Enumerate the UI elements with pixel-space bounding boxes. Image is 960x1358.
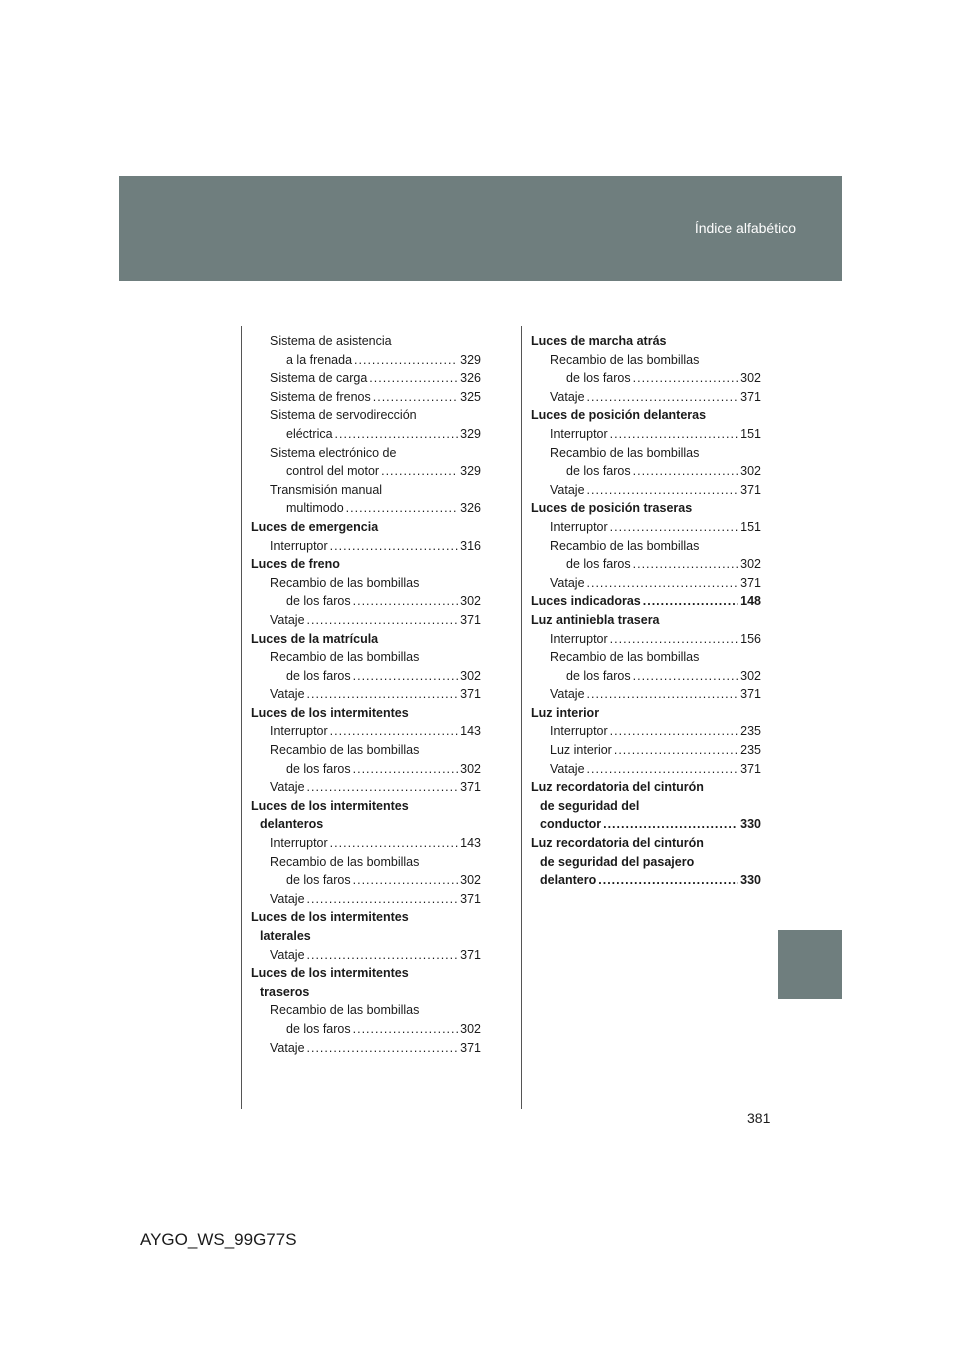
entry-label: Interruptor — [550, 426, 608, 441]
entry-label: Sistema de carga — [270, 371, 368, 386]
dot-leader — [598, 871, 738, 890]
entry-page-number: 143 — [460, 836, 481, 851]
dot-leader — [614, 741, 738, 760]
page-number: 381 — [747, 1110, 771, 1126]
dot-leader — [610, 630, 738, 649]
dot-leader — [587, 388, 739, 407]
index-entry: Sistema de asistencia — [270, 334, 392, 348]
entry-label: de los faros — [286, 594, 351, 609]
entry-label: Vataje — [550, 575, 585, 590]
section-title: Índice alfabético — [694, 220, 796, 236]
entry-label: Luz interior — [550, 743, 612, 758]
entry-label: Interruptor — [550, 724, 608, 739]
dot-leader — [587, 481, 739, 500]
entry-page-number: 371 — [460, 947, 481, 962]
dot-leader — [610, 425, 738, 444]
entry-page-number: 148 — [740, 594, 761, 609]
header-band — [119, 176, 842, 281]
dot-leader — [307, 946, 459, 965]
index-entry: Luces de los intermitentes — [251, 798, 409, 813]
dot-leader — [633, 462, 739, 481]
entry-page-number: 302 — [740, 668, 761, 683]
entry-label: Vataje — [550, 687, 585, 702]
dot-leader — [587, 574, 739, 593]
dot-leader — [307, 890, 459, 909]
entry-page-number: 326 — [460, 501, 481, 516]
entry-page-number: 371 — [460, 780, 481, 795]
entry-page-number: 325 — [460, 389, 481, 404]
index-entry: Recambio de las bombillas — [270, 854, 420, 869]
dot-leader — [633, 555, 739, 574]
index-entry: Recambio de las bombillas — [550, 650, 700, 665]
index-entry: Transmisión manual — [270, 482, 383, 497]
entry-label: de los faros — [286, 668, 351, 683]
index-entry — [531, 425, 761, 444]
dot-leader — [643, 592, 738, 611]
entry-label: Interruptor — [270, 538, 328, 553]
dot-leader — [610, 722, 738, 741]
entry-page-number: 151 — [740, 426, 761, 441]
index-entry: laterales — [260, 929, 311, 943]
entry-label: de los faros — [286, 873, 351, 888]
entry-page-number: 156 — [740, 631, 761, 646]
index-entry: Recambio de las bombillas — [550, 538, 700, 553]
index-column-left — [251, 332, 481, 1057]
index-column-right — [531, 332, 761, 890]
entry-label: Interruptor — [270, 724, 328, 739]
index-entry: Luces de la matrícula — [251, 631, 379, 646]
index-entry — [531, 369, 761, 388]
entry-page-number: 151 — [740, 519, 761, 534]
index-entry — [251, 685, 481, 704]
entry-label: de los faros — [286, 1021, 351, 1036]
index-entry: Luces de posición traseras — [531, 501, 693, 516]
entry-label: conductor — [540, 817, 602, 832]
index-entry: traseros — [260, 984, 310, 999]
index-entry — [251, 667, 481, 686]
index-entry: de seguridad del — [540, 798, 640, 813]
entry-page-number: 371 — [740, 482, 761, 497]
entry-label: Vataje — [550, 389, 585, 404]
dot-leader — [330, 834, 458, 853]
index-entry — [531, 388, 761, 407]
index-entry: Luces de los intermitentes — [251, 966, 409, 981]
dot-leader — [373, 388, 458, 407]
dot-leader — [353, 667, 459, 686]
entry-page-number: 302 — [460, 594, 481, 609]
dot-leader — [587, 760, 739, 779]
index-entry — [531, 685, 761, 704]
entry-label: Vataje — [270, 612, 305, 627]
entry-page-number: 302 — [460, 873, 481, 888]
index-entry — [531, 667, 761, 686]
dot-leader — [633, 667, 739, 686]
entry-page-number: 316 — [460, 538, 481, 553]
dot-leader — [353, 760, 459, 779]
entry-label: Vataje — [270, 780, 305, 795]
dot-leader — [587, 685, 739, 704]
index-entry: Recambio de las bombillas — [270, 575, 420, 590]
index-entry: Recambio de las bombillas — [270, 1003, 420, 1018]
entry-label: Vataje — [550, 761, 585, 776]
index-entry — [251, 890, 481, 909]
entry-label: Vataje — [550, 482, 585, 497]
entry-page-number: 326 — [460, 371, 481, 386]
entry-label: Interruptor — [550, 631, 608, 646]
entry-label: Vataje — [270, 1040, 305, 1055]
index-entry — [531, 592, 761, 611]
index-entry: Luces de posición delanteras — [531, 408, 707, 423]
entry-label: de los faros — [566, 464, 631, 479]
index-entry — [251, 946, 481, 965]
index-entry: Sistema electrónico de — [270, 445, 397, 460]
index-entry — [251, 369, 481, 388]
index-entry — [531, 630, 761, 649]
entry-page-number: 371 — [460, 687, 481, 702]
index-entry — [251, 388, 481, 407]
index-entry — [531, 481, 761, 500]
dot-leader — [353, 1020, 459, 1039]
dot-leader — [346, 499, 458, 518]
dot-leader — [335, 425, 459, 444]
index-entry — [531, 518, 761, 537]
index-entry: Luz interior — [531, 705, 600, 720]
entry-page-number: 330 — [740, 817, 761, 832]
dot-leader — [381, 462, 458, 481]
index-entry: delanteros — [260, 817, 324, 832]
index-entry: Luces de los intermitentes — [251, 705, 409, 720]
dot-leader — [330, 537, 458, 556]
index-entry — [251, 499, 481, 518]
index-entry — [251, 611, 481, 630]
index-entry: Recambio de las bombillas — [270, 650, 420, 665]
entry-page-number: 143 — [460, 724, 481, 739]
dot-leader — [633, 369, 739, 388]
entry-page-number: 371 — [740, 761, 761, 776]
dot-leader — [307, 685, 459, 704]
entry-label: Sistema de frenos — [270, 389, 371, 404]
document-code: AYGO_WS_99G77S — [140, 1230, 297, 1249]
entry-page-number: 302 — [740, 464, 761, 479]
dot-leader — [330, 722, 458, 741]
index-entry — [251, 351, 481, 370]
entry-label: eléctrica — [286, 426, 333, 441]
index-entry: Luces de los intermitentes — [251, 910, 409, 925]
index-entry — [531, 462, 761, 481]
dot-leader — [610, 518, 738, 537]
dot-leader — [353, 592, 459, 611]
entry-label: de los faros — [566, 557, 631, 572]
entry-page-number: 371 — [740, 575, 761, 590]
entry-label: multimodo — [286, 501, 344, 516]
index-entry — [531, 722, 761, 741]
dot-leader — [307, 778, 459, 797]
index-entry — [251, 1020, 481, 1039]
entry-page-number: 302 — [740, 557, 761, 572]
index-entry: Luces de emergencia — [251, 519, 379, 534]
index-entry — [531, 871, 761, 890]
dot-leader — [353, 871, 459, 890]
index-entry — [251, 462, 481, 481]
index-entry — [251, 871, 481, 890]
entry-page-number: 371 — [460, 1040, 481, 1055]
index-entry — [531, 815, 761, 834]
entry-page-number: 371 — [460, 612, 481, 627]
index-entry — [531, 574, 761, 593]
index-entry — [531, 760, 761, 779]
entry-page-number: 302 — [740, 371, 761, 386]
entry-label: Vataje — [270, 891, 305, 906]
entry-page-number: 371 — [460, 891, 481, 906]
entry-page-number: 329 — [460, 352, 481, 367]
index-entry: de seguridad del pasajero — [540, 854, 695, 869]
index-entry — [251, 1039, 481, 1058]
section-tab — [778, 930, 842, 999]
entry-label: de los faros — [286, 761, 351, 776]
index-entry — [251, 425, 481, 444]
entry-label: Luces indicadoras — [531, 594, 641, 609]
entry-label: Vataje — [270, 947, 305, 962]
index-entry: Luces de freno — [251, 557, 340, 572]
index-entry: Luces de marcha atrás — [531, 334, 667, 348]
column-divider-right — [521, 326, 522, 1109]
index-entry — [531, 555, 761, 574]
index-entry — [251, 778, 481, 797]
index-entry: Recambio de las bombillas — [550, 352, 700, 367]
entry-page-number: 302 — [460, 1021, 481, 1036]
index-entry: Sistema de servodirección — [270, 408, 417, 423]
entry-page-number: 330 — [740, 873, 761, 888]
entry-page-number: 329 — [460, 426, 481, 441]
entry-page-number: 329 — [460, 464, 481, 479]
index-entry: Recambio de las bombillas — [270, 743, 420, 758]
dot-leader — [603, 815, 738, 834]
index-entry: Luz recordatoria del cinturón — [531, 780, 704, 795]
entry-label: de los faros — [566, 668, 631, 683]
entry-label: a la frenada — [286, 352, 353, 367]
index-entry — [251, 722, 481, 741]
dot-leader — [307, 611, 459, 630]
column-divider-left — [241, 326, 242, 1109]
entry-label: delantero — [540, 873, 597, 888]
index-entry — [251, 537, 481, 556]
entry-page-number: 302 — [460, 668, 481, 683]
entry-page-number: 371 — [740, 389, 761, 404]
index-entry — [251, 592, 481, 611]
entry-label: Interruptor — [270, 836, 328, 851]
entry-label: Interruptor — [550, 519, 608, 534]
entry-label: Vataje — [270, 687, 305, 702]
index-entry: Luz recordatoria del cinturón — [531, 836, 704, 851]
index-entry: Luz antiniebla trasera — [531, 612, 660, 627]
dot-leader — [354, 351, 458, 370]
index-entry — [251, 834, 481, 853]
dot-leader — [369, 369, 458, 388]
index-entry — [251, 760, 481, 779]
dot-leader — [307, 1039, 459, 1058]
entry-label: de los faros — [566, 371, 631, 386]
entry-label: control del motor — [286, 464, 380, 479]
entry-page-number: 371 — [740, 687, 761, 702]
entry-page-number: 302 — [460, 761, 481, 776]
index-entry: Recambio de las bombillas — [550, 445, 700, 460]
entry-page-number: 235 — [740, 724, 761, 739]
entry-page-number: 235 — [740, 743, 761, 758]
index-entry — [531, 741, 761, 760]
